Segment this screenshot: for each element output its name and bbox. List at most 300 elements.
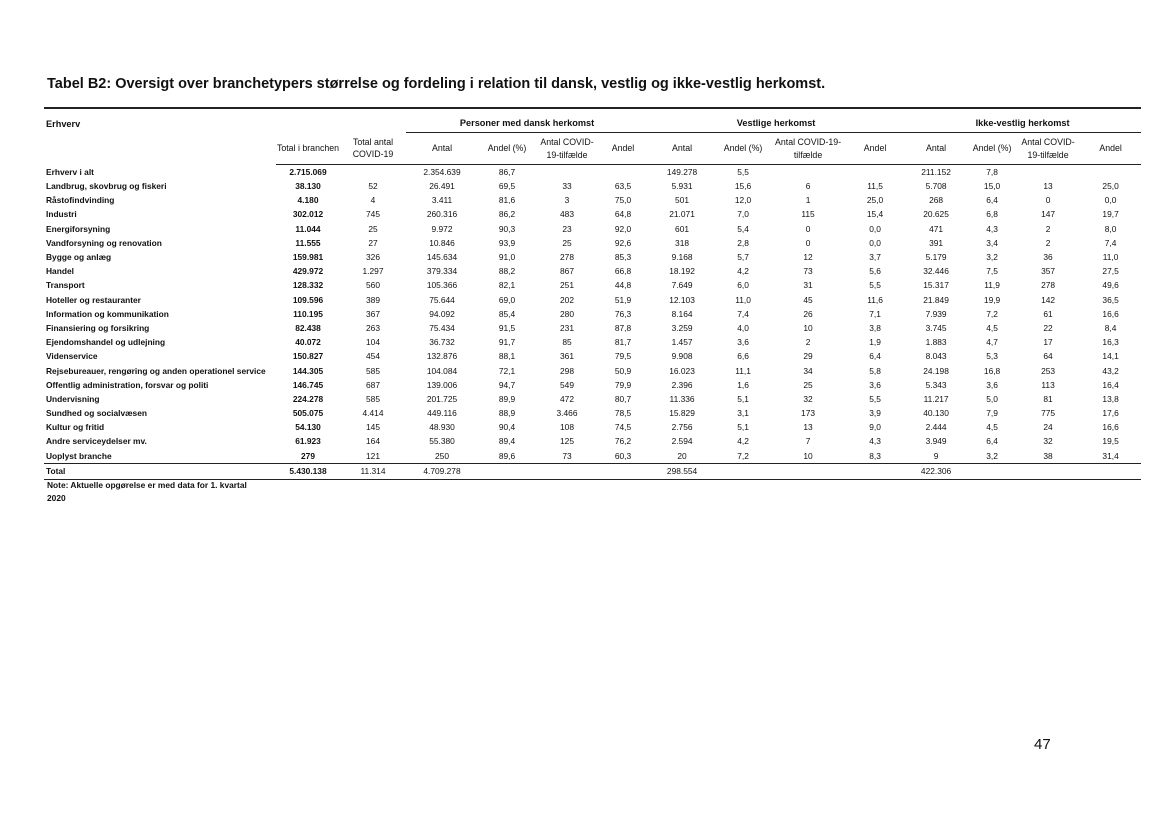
table-cell: 86,7 <box>498 166 516 177</box>
table-cell: 6,4 <box>986 195 998 206</box>
row-label: Information og kommunikation <box>46 308 169 319</box>
table-cell: 3,1 <box>737 408 749 419</box>
table-cell: 6,0 <box>737 280 749 291</box>
group-header-western: Vestlige herkomst <box>648 116 904 133</box>
table-cell: 4.709.278 <box>406 463 478 479</box>
row-label: Kultur og fritid <box>46 422 105 433</box>
table-row <box>44 250 1141 264</box>
table-cell: 10 <box>803 322 813 333</box>
table-cell: 8,0 <box>1104 223 1117 234</box>
table-cell: 69,5 <box>498 181 516 192</box>
table-cell: 79,9 <box>614 379 632 390</box>
table-cell: 379.334 <box>426 266 458 277</box>
row-label: Offentlig administration, forsvar og politi <box>46 379 209 390</box>
table-cell <box>770 165 846 180</box>
table-cell: 61.923 <box>295 436 321 447</box>
table-cell: 231 <box>560 322 574 333</box>
table-cell <box>478 463 536 479</box>
table-cell: 87,8 <box>614 322 632 333</box>
col-header-industry: Erhverv <box>46 118 81 129</box>
table-cell: 75,0 <box>614 195 632 206</box>
table-cell: 144.305 <box>292 365 324 376</box>
table-cell: 15.317 <box>923 280 949 291</box>
table-cell: 10.846 <box>429 237 455 248</box>
table-cell: 251 <box>560 280 574 291</box>
col-header-w-covid-share: Andel <box>846 133 904 165</box>
table-cell: 0,0 <box>869 223 881 234</box>
table-cell: 24 <box>1043 422 1053 433</box>
table-cell: 9 <box>904 449 968 464</box>
col-header-dk-covid: Antal COVID-19-tilfælde <box>536 133 598 165</box>
group-header-nonwestern: Ikke-vestlig herkomst <box>904 116 1141 133</box>
table-cell: 52 <box>368 181 378 192</box>
table-cell: 5.179 <box>925 252 947 263</box>
table-cell: 8,4 <box>1104 322 1117 333</box>
table-cell: 7,1 <box>869 308 881 319</box>
table-cell: 7,4 <box>1104 237 1117 248</box>
table-cell: 2 <box>805 337 811 348</box>
table-cell: 5,0 <box>986 393 998 404</box>
table-cell: 429.972 <box>292 266 324 277</box>
table-cell: 3,2 <box>986 252 998 263</box>
table-cell: 9.972 <box>431 223 453 234</box>
table-cell: 3 <box>564 195 570 206</box>
table-cell: 66,8 <box>614 266 632 277</box>
row-label: Landbrug, skovbrug og fiskeri <box>46 181 167 192</box>
table-cell: 11,9 <box>984 280 1000 291</box>
table-cell: 32.446 <box>923 266 949 277</box>
table-cell: 11.217 <box>923 393 949 404</box>
row-label: Vandforsyning og renovation <box>46 237 162 248</box>
table-cell: 7,2 <box>716 449 770 464</box>
table-cell: 85 <box>562 337 572 348</box>
table-cell: 5.430.138 <box>276 463 340 479</box>
table-row <box>44 364 1141 378</box>
table-cell: 142 <box>1041 294 1056 305</box>
table-cell: 298 <box>560 365 574 376</box>
row-label: Erhverv i alt <box>46 166 94 177</box>
table-cell: 3.411 <box>431 195 453 206</box>
table-cell: 280 <box>560 308 574 319</box>
table-cell: 585 <box>366 365 380 376</box>
table-cell: 104.084 <box>426 365 458 376</box>
table-row <box>44 307 1141 321</box>
table-cell: 92,0 <box>614 223 632 234</box>
table-cell: 94,7 <box>498 379 516 390</box>
table-cell: 23 <box>562 223 572 234</box>
table-cell <box>598 165 648 180</box>
table-row <box>44 236 1141 250</box>
table-cell: 6,6 <box>737 351 749 362</box>
table-cell: 26 <box>803 308 813 319</box>
table-cell: 3,6 <box>986 379 998 390</box>
table-cell: 64 <box>1043 351 1053 362</box>
table-cell: 2 <box>1045 237 1051 248</box>
table-cell: 5.343 <box>925 379 947 390</box>
table-cell: 25 <box>368 223 378 234</box>
table-cell: 11,6 <box>867 294 883 305</box>
table-cell: 17,6 <box>1102 408 1119 419</box>
table-cell: 745 <box>366 209 380 220</box>
table-cell: 89,9 <box>498 393 516 404</box>
page-number: 47 <box>1034 736 1051 753</box>
table-cell: 260.316 <box>426 209 458 220</box>
table-cell: 2.594 <box>671 436 693 447</box>
table-cell: 2.354.639 <box>423 166 461 177</box>
table-cell: 4,3 <box>986 223 998 234</box>
table-cell: 449.116 <box>427 408 457 419</box>
table-cell: 5,1 <box>737 422 749 433</box>
table-cell: 5,5 <box>869 280 881 291</box>
table-cell: 11.336 <box>669 393 695 404</box>
table-cell: 501 <box>675 195 690 206</box>
table-cell: 15.829 <box>669 408 695 419</box>
table-cell: 25 <box>803 379 813 390</box>
table-cell: 11,5 <box>867 181 883 192</box>
table-cell: 36,5 <box>1102 294 1119 305</box>
table-cell: 27 <box>368 237 378 248</box>
table-cell: 90,4 <box>498 422 516 433</box>
table-cell: 128.332 <box>292 280 324 291</box>
table-cell: 279 <box>276 449 340 464</box>
table-cell: 79,5 <box>614 351 632 362</box>
col-header-total-covid: Total antal COVID-19 <box>340 133 406 165</box>
table-cell: 76,2 <box>614 436 632 447</box>
table-cell <box>846 165 904 180</box>
table-row <box>44 222 1141 236</box>
table-cell: 3,6 <box>869 379 881 390</box>
table-cell: 110.195 <box>293 308 323 319</box>
table-cell: 76,3 <box>614 308 632 319</box>
table-cell: 27,5 <box>1102 266 1119 277</box>
table-cell: 125 <box>560 436 574 447</box>
table-cell: 5,5 <box>737 166 749 177</box>
table-cell: 173 <box>801 408 816 419</box>
table-cell: 7,5 <box>986 266 998 277</box>
table-cell: 78,5 <box>614 408 632 419</box>
table-cell: 5,1 <box>737 393 749 404</box>
table-row <box>44 420 1141 434</box>
table-cell: 82.438 <box>295 322 321 333</box>
table-cell: 367 <box>366 308 380 319</box>
table-cell: 5,7 <box>737 252 749 263</box>
table-cell: 1.883 <box>925 337 947 348</box>
table-cell: 11.044 <box>295 223 321 234</box>
table-cell: 4,3 <box>869 436 881 447</box>
col-header-dk-share: Andel (%) <box>478 133 536 165</box>
table-cell: 81,7 <box>614 337 632 348</box>
col-header-nw-share: Andel (%) <box>968 133 1016 165</box>
table-cell: 60,3 <box>598 449 648 464</box>
table-cell: 32 <box>1043 436 1053 447</box>
table-cell: 361 <box>560 351 574 362</box>
row-label: Ejendomshandel og udlejning <box>46 337 166 348</box>
table-cell: 7,4 <box>737 308 749 319</box>
table-cell: 775 <box>1041 408 1056 419</box>
table-cell: 88,1 <box>498 351 516 362</box>
table-cell: 16,4 <box>1102 379 1119 390</box>
table-cell: 3,6 <box>737 337 749 348</box>
table-cell: 9.168 <box>671 252 693 263</box>
table-cell: 89,6 <box>478 449 536 464</box>
table-cell: 9.908 <box>671 351 693 362</box>
table-cell: 31 <box>803 280 813 291</box>
table-cell: 4 <box>370 195 376 206</box>
table-row <box>44 435 1141 449</box>
table-cell: 89,4 <box>498 436 516 447</box>
table-cell: 601 <box>675 223 690 234</box>
table-cell: 20.625 <box>923 209 949 220</box>
table-cell: 40.072 <box>295 337 321 348</box>
table-cell: 93,9 <box>498 237 516 248</box>
table-cell: 115 <box>801 209 815 220</box>
table-cell: 2.396 <box>671 379 693 390</box>
table-row <box>44 264 1141 278</box>
table-cell: 389 <box>366 294 380 305</box>
table-cell: 4,0 <box>737 322 749 333</box>
table-row <box>44 179 1141 193</box>
table-note: Note: Aktuelle opgørelse er med data for 1. kvartal 2020 <box>47 480 247 503</box>
row-label: Energiforsyning <box>46 223 111 234</box>
table-row <box>44 279 1141 293</box>
table-cell: 3,2 <box>968 449 1016 464</box>
table-cell: 43,2 <box>1102 365 1119 376</box>
table-cell: 55.380 <box>429 436 455 447</box>
table-cell: 21.849 <box>923 294 949 305</box>
table-cell <box>1080 463 1141 479</box>
table-cell: 38.130 <box>295 181 321 192</box>
table-row <box>44 208 1141 222</box>
table-cell: 10 <box>770 449 846 464</box>
table-cell: 3.949 <box>925 436 947 447</box>
table-cell: 88,2 <box>498 266 516 277</box>
table-cell: 14,1 <box>1102 351 1119 362</box>
table-cell: 49,6 <box>1102 280 1119 291</box>
table-row <box>44 392 1141 406</box>
table-cell: 149.278 <box>666 166 698 177</box>
table-cell: 1.457 <box>671 337 693 348</box>
row-label: Sundhed og socialvæsen <box>46 408 147 419</box>
table-cell: 3.259 <box>671 322 693 333</box>
table-cell <box>716 463 770 479</box>
table-cell: 11,0 <box>1102 252 1119 263</box>
table-row <box>44 378 1141 392</box>
table-cell: 11,1 <box>735 365 751 376</box>
table-cell: 147 <box>1041 209 1056 220</box>
table-cell: 3.745 <box>925 322 947 333</box>
col-header-nw-covid: Antal COVID-19-tilfælde <box>1016 133 1080 165</box>
table-cell: 7,0 <box>737 209 749 220</box>
table-row <box>44 463 1141 479</box>
table-cell: 91,7 <box>498 337 516 348</box>
table-cell: 108 <box>560 422 574 433</box>
table-cell: 0,0 <box>1104 195 1117 206</box>
table-cell: 145.634 <box>426 252 458 263</box>
table-cell: 250 <box>406 449 478 464</box>
table-cell <box>968 463 1016 479</box>
row-label: Industri <box>46 209 77 220</box>
table-cell: 17 <box>1043 337 1053 348</box>
table-cell: 12 <box>803 252 813 263</box>
table-cell: 4,2 <box>737 266 749 277</box>
table-cell: 211.152 <box>921 166 951 177</box>
table-cell: 85,3 <box>614 252 632 263</box>
table-cell: 201.725 <box>426 393 458 404</box>
table-cell: 81,6 <box>498 195 516 206</box>
table-cell: 33 <box>562 181 572 192</box>
table-cell: 8,3 <box>846 449 904 464</box>
table-row <box>44 449 1141 464</box>
table-cell: 16,3 <box>1102 337 1119 348</box>
table-cell: 7,9 <box>986 408 998 419</box>
table-cell <box>846 463 904 479</box>
table-cell: 4,7 <box>986 337 998 348</box>
table-cell: 150.827 <box>292 351 324 362</box>
table-cell: 121 <box>340 449 406 464</box>
col-header-nw-count: Antal <box>904 133 968 165</box>
table-cell: 16.023 <box>669 365 695 376</box>
table-cell <box>1080 165 1141 180</box>
table-cell: 74,5 <box>614 422 632 433</box>
table-cell: 8.043 <box>925 351 947 362</box>
table-cell <box>770 463 846 479</box>
table-cell: 40.130 <box>923 408 949 419</box>
table-cell: 687 <box>366 379 380 390</box>
table-cell: 298.554 <box>648 463 716 479</box>
table-cell: 20 <box>648 449 716 464</box>
table-cell: 25,0 <box>866 195 884 206</box>
table-cell: 63,5 <box>614 181 632 192</box>
table-cell: 94.092 <box>429 308 455 319</box>
table-cell: 24.198 <box>923 365 949 376</box>
table-cell: 326 <box>366 252 380 263</box>
table-cell: 11.314 <box>340 463 406 479</box>
table-cell: 13 <box>1043 181 1053 192</box>
table-cell <box>536 463 598 479</box>
table-cell: 1.297 <box>362 266 384 277</box>
table-cell: 146.745 <box>292 379 324 390</box>
table-cell: 139.006 <box>426 379 458 390</box>
table-cell: 2.444 <box>925 422 947 433</box>
table-cell: 64,8 <box>614 209 632 220</box>
table-cell: 1,6 <box>737 379 749 390</box>
table-cell <box>598 463 648 479</box>
table-row <box>44 193 1141 207</box>
table-cell: 12.103 <box>669 294 695 305</box>
table-cell: 422.306 <box>904 463 968 479</box>
table-cell: 9,0 <box>869 422 881 433</box>
table-cell: 549 <box>560 379 574 390</box>
table-cell: 16,8 <box>983 365 1001 376</box>
col-header-total-industry: Total i branchen <box>276 133 340 165</box>
table-cell: 132.876 <box>426 351 458 362</box>
row-label: Bygge og anlæg <box>46 252 112 263</box>
table-cell: 0 <box>805 223 811 234</box>
top-rule <box>44 107 1141 109</box>
table-cell: 4,5 <box>986 422 998 433</box>
table-cell: 29 <box>803 351 813 362</box>
table-cell: 1,9 <box>869 337 881 348</box>
table-cell: 51,9 <box>614 294 632 305</box>
table-cell: 31,4 <box>1080 449 1141 464</box>
table-cell: 6,4 <box>869 351 881 362</box>
table-cell: 80,7 <box>614 393 632 404</box>
table-cell: 472 <box>560 393 574 404</box>
table-cell: 92,6 <box>614 237 632 248</box>
table-cell: 5.931 <box>671 181 693 192</box>
table-cell: 7,8 <box>986 166 998 177</box>
table-cell: 38 <box>1016 449 1080 464</box>
table-cell: 73 <box>803 266 813 277</box>
table-cell: 263 <box>366 322 380 333</box>
table-cell: 45 <box>803 294 813 305</box>
table-cell: 268 <box>929 195 944 206</box>
table-cell: 113 <box>1041 379 1055 390</box>
table-cell: 3,8 <box>869 322 881 333</box>
table-cell: 26.491 <box>429 181 455 192</box>
row-label: Transport <box>46 280 85 291</box>
table-cell: 471 <box>929 223 944 234</box>
row-label: Uoplyst branche <box>44 449 276 464</box>
table-cell: 11,0 <box>735 294 751 305</box>
table-cell: 357 <box>1041 266 1056 277</box>
table-cell: 19,5 <box>1102 436 1119 447</box>
table-cell: 69,0 <box>498 294 516 305</box>
table-cell: 18.192 <box>669 266 695 277</box>
table-body <box>44 165 1141 480</box>
table-cell: 454 <box>366 351 380 362</box>
table-cell: 560 <box>366 280 380 291</box>
table-cell: 19,9 <box>983 294 1001 305</box>
table-cell: 13,8 <box>1102 393 1119 404</box>
table-row <box>44 335 1141 349</box>
table-cell: 145 <box>366 422 380 433</box>
table-cell: 82,1 <box>498 280 516 291</box>
table-cell: 54.130 <box>295 422 321 433</box>
table-cell: 5.708 <box>925 181 947 192</box>
table-cell: 224.278 <box>292 393 324 404</box>
table-cell: 4,2 <box>737 436 749 447</box>
table-cell <box>340 165 406 180</box>
group-header-danish: Personer med dansk herkomst <box>406 116 648 133</box>
table-cell: 3.466 <box>556 408 578 419</box>
table-cell: 0 <box>1045 195 1051 206</box>
table-cell: 278 <box>1041 280 1056 291</box>
table-cell: 15,4 <box>866 209 884 220</box>
row-label: Andre serviceydelser mv. <box>46 436 147 447</box>
row-label: Finansiering og forsikring <box>46 322 150 333</box>
table-cell: 5,5 <box>869 393 881 404</box>
table-cell: 7 <box>805 436 811 447</box>
table-cell: 505.075 <box>292 408 324 419</box>
table-cell: 5,6 <box>869 266 881 277</box>
table-row <box>44 349 1141 363</box>
table-cell: 104 <box>366 337 380 348</box>
table-cell: 72,1 <box>498 365 516 376</box>
table-cell: 109.596 <box>292 294 324 305</box>
table-cell: 75.644 <box>429 294 455 305</box>
table-cell: 391 <box>929 237 944 248</box>
table-cell: 8.164 <box>671 308 693 319</box>
table-cell: 2,8 <box>737 237 749 248</box>
table-cell: 6,4 <box>986 436 998 447</box>
table-cell: 73 <box>536 449 598 464</box>
table-cell: 483 <box>560 209 574 220</box>
col-header-w-covid: Antal COVID-19-tilfælde <box>770 133 846 165</box>
table-cell: 90,3 <box>498 223 516 234</box>
table-cell: 4,5 <box>986 322 998 333</box>
table-cell <box>1016 463 1080 479</box>
